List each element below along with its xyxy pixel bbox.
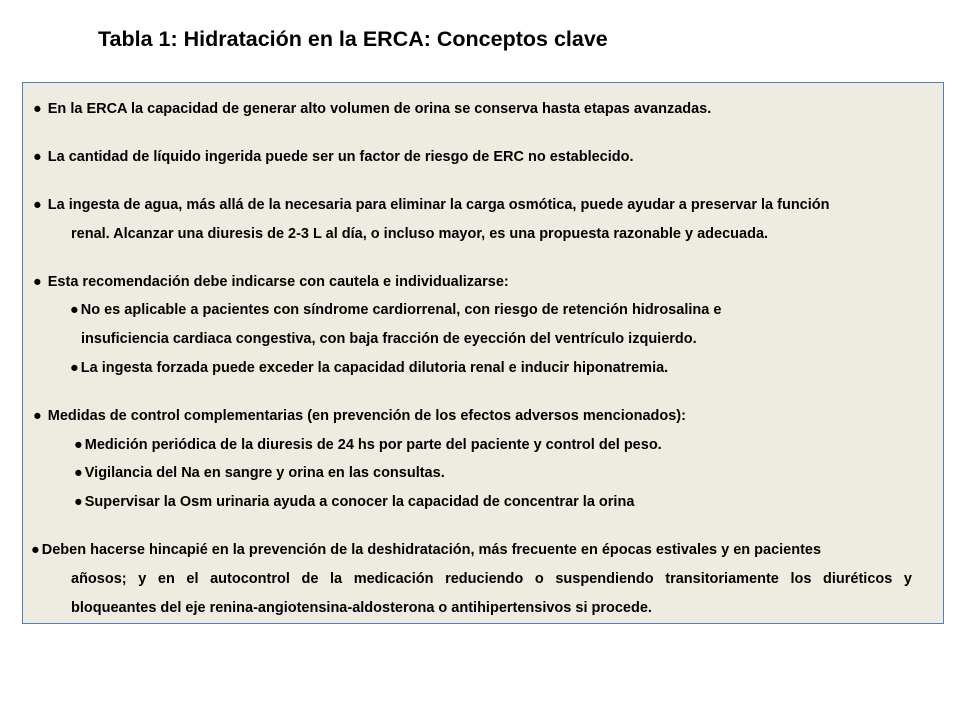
list-item-continuation — [71, 225, 768, 243]
bullet-icon: ● — [70, 302, 79, 318]
bullet-icon: ● — [74, 465, 83, 481]
list-item-text: Deben hacerse hincapié en la prevención de la deshidratación, más frecuente en épocas estivales y en pacientes — [41, 542, 822, 558]
list-item-text: Medidas de control complementarias (en prevención de los efectos adversos mencionados): — [47, 408, 686, 424]
bullet-icon: ● — [31, 542, 40, 558]
sub-list-item-text: La ingesta forzada puede exceder la capacidad dilutoria renal e inducir hiponatremia. — [80, 360, 669, 376]
bullet-icon: ● — [74, 494, 83, 510]
sub-list-item — [74, 464, 445, 482]
list-item-text: La cantidad de líquido ingerida puede ser un factor de riesgo de ERC no establecido. — [47, 149, 634, 165]
list-item-continuation — [71, 599, 652, 617]
list-item — [31, 541, 821, 559]
sub-list-item-text: Vigilancia del Na en sangre y orina en las consultas. — [84, 465, 445, 481]
sub-list-item — [74, 493, 634, 511]
list-item — [33, 407, 686, 425]
sub-list-item — [74, 436, 662, 454]
list-item-text: Esta recomendación debe indicarse con cautela e individualizarse: — [47, 274, 509, 290]
bullet-icon: ● — [33, 274, 42, 290]
bullet-icon: ● — [33, 197, 42, 213]
bullet-icon: ● — [70, 360, 79, 376]
sub-list-item-continuation — [81, 330, 697, 348]
list-item-continuation: añosos; y en el autocontrol de la medicación reduciendo o suspendiendo transitoriamente los diuréticos y — [71, 571, 912, 587]
sub-list-item — [70, 301, 721, 319]
bullet-icon: ● — [74, 437, 83, 453]
list-item-text: renal. Alcanzar una diuresis de 2-3 L al día, o incluso mayor, es una propuesta razonable y adecuada. — [71, 226, 769, 242]
sub-list-item-text: Supervisar la Osm urinaria ayuda a conocer la capacidad de concentrar la orina — [84, 494, 635, 510]
list-item-text: La ingesta de agua, más allá de la necesaria para eliminar la carga osmótica, puede ayudar a preservar la función — [47, 197, 830, 213]
list-item-text: bloqueantes del eje renina-angiotensina-aldosterona o antihipertensivos si procede. — [71, 600, 652, 616]
bullet-icon: ● — [33, 101, 42, 117]
list-item — [33, 148, 634, 166]
bullet-icon: ● — [33, 408, 42, 424]
bullet-icon: ● — [33, 149, 42, 165]
sub-list-item — [70, 359, 668, 377]
list-item-text: En la ERCA la capacidad de generar alto volumen de orina se conserva hasta etapas avanzadas. — [47, 101, 712, 117]
sub-list-item-text: No es aplicable a pacientes con síndrome cardiorrenal, con riesgo de retención hidrosalina e — [80, 302, 722, 318]
list-item — [33, 100, 711, 118]
sub-list-item-text: Medición periódica de la diuresis de 24 hs por parte del paciente y control del peso. — [84, 437, 662, 453]
list-item — [33, 196, 830, 214]
page-title: Tabla 1: Hidratación en la ERCA: Conceptos clave — [98, 27, 608, 51]
sub-list-item-text: insuficiencia cardiaca congestiva, con baja fracción de eyección del ventrículo izquierdo. — [81, 331, 697, 347]
list-item — [33, 273, 509, 291]
key-concepts-box — [22, 82, 944, 624]
